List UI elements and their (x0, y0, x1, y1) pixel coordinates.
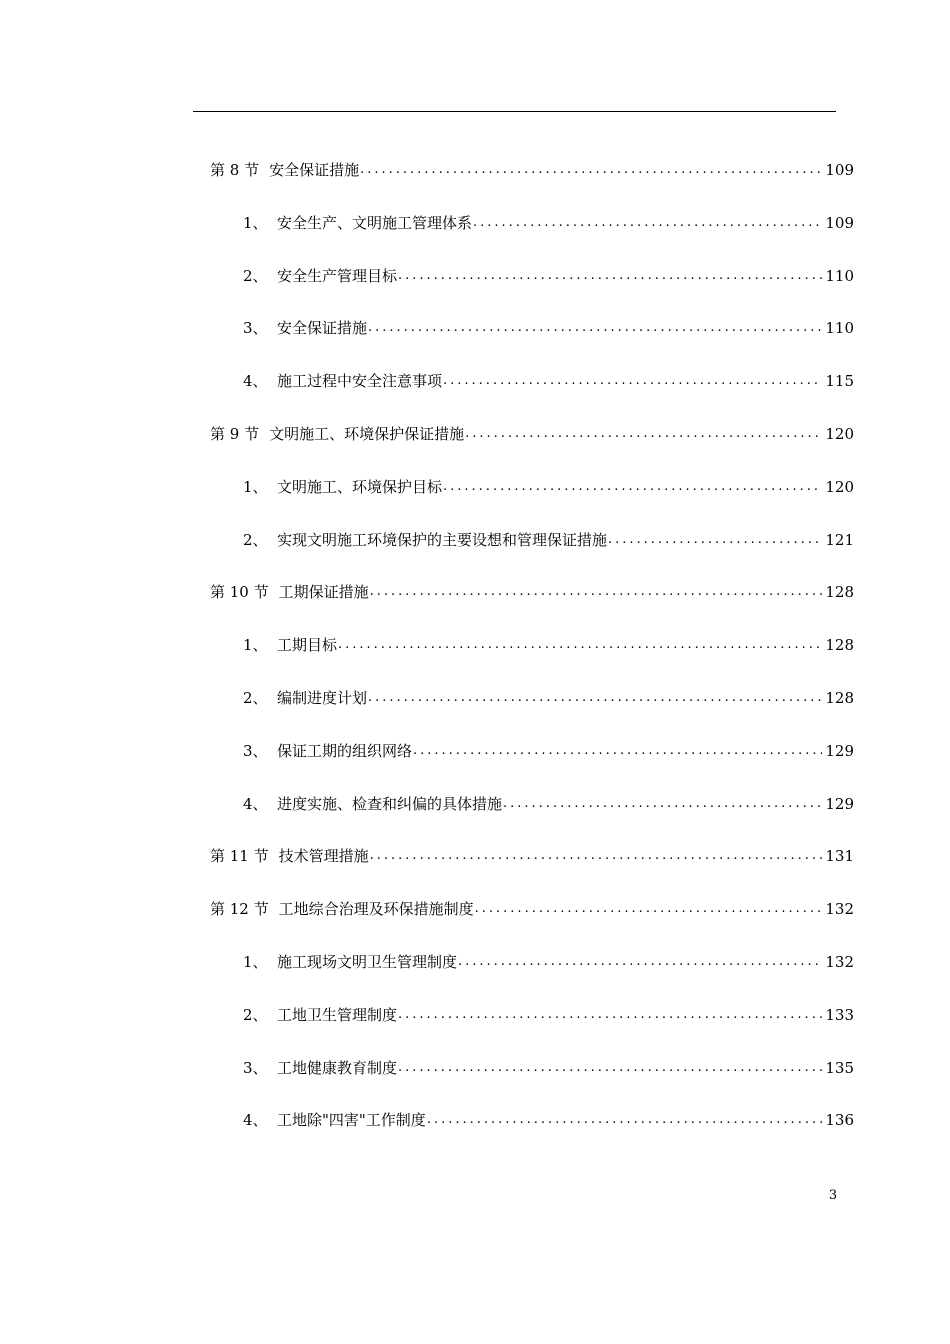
toc-entry-number: 4、 (243, 372, 268, 391)
toc-entry-page: 128 (825, 636, 854, 655)
toc-entry-number: 1、 (243, 477, 268, 496)
toc-subsection-entry[interactable] (243, 1108, 854, 1132)
toc-entry-page: 109 (825, 161, 854, 179)
toc-section-entry[interactable] (210, 158, 854, 182)
toc-subsection-entry[interactable] (243, 211, 854, 235)
toc-dot-leader (338, 633, 822, 657)
toc-subsection-entry[interactable] (243, 792, 854, 816)
toc-dot-leader (427, 1108, 823, 1132)
toc-entry-number: 第 12 节 (210, 900, 269, 919)
toc-entry-page: 110 (825, 319, 854, 338)
toc-entry-number: 2、 (243, 530, 268, 549)
toc-entry-number: 3、 (243, 741, 268, 760)
toc-entry-number: 2、 (243, 266, 268, 285)
toc-entry-title: 保证工期的组织网络 (277, 741, 413, 760)
toc-dot-leader (368, 686, 822, 710)
toc-dot-leader (370, 844, 823, 868)
toc-subsection-entry[interactable] (243, 475, 854, 499)
toc-entry-number: 第 10 节 (210, 583, 269, 602)
toc-entry-title: 编制进度计划 (277, 689, 368, 707)
toc-entry-number: 3、 (243, 319, 268, 338)
header-rule (193, 111, 836, 112)
toc-subsection-entry[interactable] (243, 528, 854, 552)
toc-entry-number: 1、 (243, 213, 268, 232)
toc-subsection-entry[interactable] (243, 1056, 854, 1080)
toc-entry-page: 128 (825, 689, 854, 707)
toc-dot-leader (503, 792, 822, 816)
toc-dot-leader (398, 1056, 822, 1080)
toc-subsection-entry[interactable] (243, 1003, 854, 1027)
toc-subsection-entry[interactable] (243, 950, 854, 974)
toc-entry-number: 第 8 节 (210, 161, 260, 179)
toc-section-entry[interactable] (210, 580, 854, 604)
toc-entry-page: 110 (825, 266, 854, 285)
toc-entry-page: 132 (825, 900, 854, 919)
toc-entry-page: 129 (825, 741, 854, 760)
toc-entry-number: 4、 (243, 1111, 268, 1130)
toc-entry-title: 安全生产、文明施工管理体系 (277, 213, 473, 232)
toc-entry-title: 工期保证措施 (278, 583, 369, 602)
toc-entry-title: 安全保证措施 (277, 319, 368, 338)
toc-entry-number: 2、 (243, 1005, 268, 1024)
toc-entry-page: 109 (825, 213, 854, 232)
toc-dot-leader (398, 264, 822, 288)
page-number: 3 (828, 1188, 838, 1203)
toc-subsection-entry[interactable] (243, 264, 854, 288)
toc-subsection-entry[interactable] (243, 316, 854, 340)
toc-subsection-entry[interactable] (243, 633, 854, 657)
toc-dot-leader (360, 158, 822, 182)
toc-dot-leader (475, 897, 823, 921)
toc-entry-number: 3、 (243, 1058, 268, 1077)
toc-entry-title: 工地卫生管理制度 (277, 1005, 398, 1024)
toc-entry-page: 120 (825, 425, 854, 443)
toc-entry-title: 实现文明施工环境保护的主要设想和管理保证措施 (277, 530, 608, 549)
toc-entry-page: 131 (825, 847, 854, 866)
toc-entry-number: 4、 (243, 794, 268, 813)
toc-entry-title: 工期目标 (277, 636, 338, 655)
toc-entry-number: 2、 (243, 689, 268, 707)
toc-subsection-entry[interactable] (243, 739, 854, 763)
toc-entry-number: 1、 (243, 953, 268, 971)
toc-entry-title: 施工现场文明卫生管理制度 (277, 953, 458, 971)
toc-entry-title: 工地除"四害"工作制度 (277, 1111, 426, 1130)
toc-entry-number: 1、 (243, 636, 268, 655)
toc-dot-leader (370, 580, 823, 604)
toc-section-entry[interactable] (210, 422, 854, 446)
toc-section-entry[interactable] (210, 897, 854, 921)
toc-dot-leader (398, 1003, 822, 1027)
toc-entry-title: 进度实施、检查和纠偏的具体措施 (277, 794, 503, 813)
toc-entry-title: 工地综合治理及环保措施制度 (278, 900, 474, 919)
toc-entry-title: 文明施工、环境保护目标 (277, 477, 443, 496)
toc-entry-title: 施工过程中安全注意事项 (277, 372, 443, 391)
toc-entry-page: 121 (825, 530, 854, 549)
toc-entry-page: 115 (825, 372, 854, 391)
toc-dot-leader (413, 739, 822, 763)
toc-entry-number: 第 11 节 (210, 847, 269, 866)
toc-entry-page: 132 (825, 953, 854, 971)
toc-entry-page: 136 (825, 1111, 854, 1130)
toc-entry-title: 技术管理措施 (278, 847, 369, 866)
toc-entry-page: 135 (825, 1058, 854, 1077)
toc-dot-leader (608, 528, 822, 552)
toc-entry-page: 120 (825, 477, 854, 496)
toc-dot-leader (443, 369, 822, 393)
toc-entry-title: 安全生产管理目标 (277, 266, 398, 285)
toc-dot-leader (443, 475, 822, 499)
toc-dot-leader (368, 316, 822, 340)
toc-entry-number: 第 9 节 (210, 425, 260, 443)
toc-dot-leader (473, 211, 822, 235)
toc-subsection-entry[interactable] (243, 686, 854, 710)
toc-entry-page: 129 (825, 794, 854, 813)
toc-section-entry[interactable] (210, 844, 854, 868)
toc-entry-title: 工地健康教育制度 (277, 1058, 398, 1077)
toc-entry-title: 安全保证措施 (269, 161, 360, 179)
toc-entry-title: 文明施工、环境保护保证措施 (269, 425, 465, 443)
toc-entry-page: 133 (825, 1005, 854, 1024)
toc-dot-leader (458, 950, 822, 974)
toc-dot-leader (465, 422, 822, 446)
toc-subsection-entry[interactable] (243, 369, 854, 393)
toc-entry-page: 128 (825, 583, 854, 602)
